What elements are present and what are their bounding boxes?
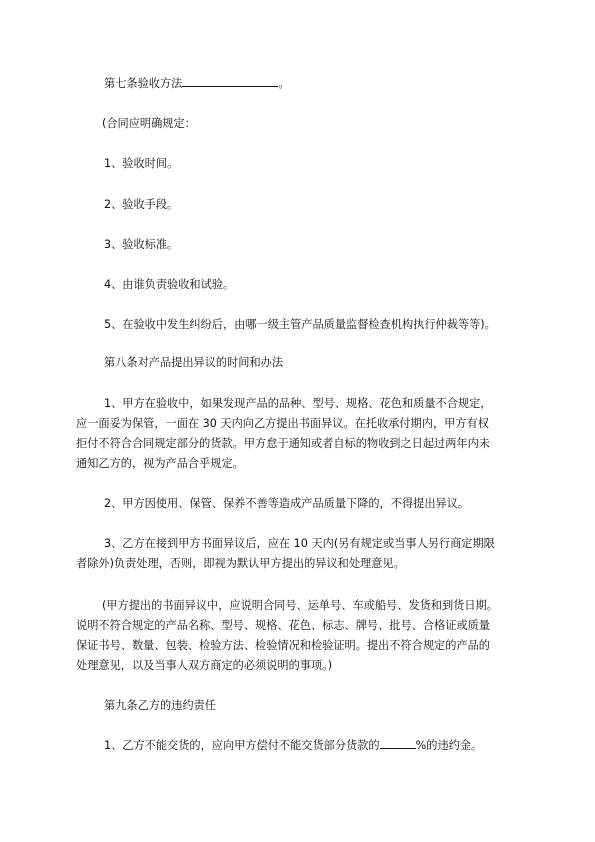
article-7-title: 第七条验收方法 xyxy=(104,77,183,90)
article-7-title-end: 。 xyxy=(278,77,290,90)
article-8-p2: 2、甲方因使用、保管、保养不善等造成产品质量下降的，不得提出异议。 xyxy=(104,497,470,510)
article-7-note: (合同应明确规定： xyxy=(102,117,196,130)
article-7-item-3: 3、验收标准。 xyxy=(104,238,179,251)
article-7-item-5: 5、在验收中发生纠纷后，由哪一级主管产品质量监督检查机构执行仲裁等等)。 xyxy=(104,318,496,331)
article-8-p1-line-2: 应一面妥为保管，一面在 30 天内向乙方提出书面异议。在托收承付期内，甲方有权 xyxy=(76,417,489,430)
article-9-p1-text: 1、乙方不能交货的，应向甲方偿付不能交货部分货款的 xyxy=(104,739,380,752)
article-7-item-1: 1、验收时间。 xyxy=(104,157,179,170)
fill-in-blank xyxy=(182,74,278,87)
article-8-title: 第八条对产品提出异议的时间和办法 xyxy=(104,356,284,369)
article-8-p4-line-4: 处理意见，以及当事人双方商定的必须说明的事项。) xyxy=(76,659,333,672)
article-9-p1 xyxy=(104,736,482,756)
article-8-p1-line-3: 拒付不符合合同规定部分的货款。甲方怠于通知或者自标的物收到之日起过两年内未 xyxy=(76,437,490,450)
article-7-item-4: 4、由谁负责验收和试验。 xyxy=(104,278,235,291)
article-8-p1-line-4: 通知乙方的，视为产品合乎规定。 xyxy=(76,457,244,470)
article-8-p3-line-2: 者除外)负责处理，否则，即视为默认甲方提出的异议和处理意见。 xyxy=(76,557,405,570)
article-7-item-2: 2、验收手段。 xyxy=(104,198,179,211)
article-8-p1-line-1: 1、甲方在验收中，如果发现产品的品种、型号、规格、花色和质量不合规定， xyxy=(104,397,492,410)
article-8-p4-line-3: 保证书号、数量、包装、检验方法、检验情况和检验证明。提出不符合规定的产品的 xyxy=(76,639,490,652)
article-8-p3-line-1: 3、乙方在接到甲方书面异议后，应在 10 天内(另有规定或当事人另行商定期限 xyxy=(104,537,495,550)
article-8-p4-line-2: 说明不符合规定的产品名称、型号、规格、花色、标志、牌号、批号、合格证或质量 xyxy=(76,619,490,632)
article-7-heading xyxy=(104,74,290,94)
article-8-p4-line-1: (甲方提出的书面异议中，应说明合同号、运单号、车或船号、发货和到货日期。 xyxy=(102,599,498,612)
article-9-p1-end: %的违约金。 xyxy=(415,739,483,752)
article-9-title: 第九条乙方的违约责任 xyxy=(104,699,216,712)
fill-in-blank xyxy=(380,736,416,749)
